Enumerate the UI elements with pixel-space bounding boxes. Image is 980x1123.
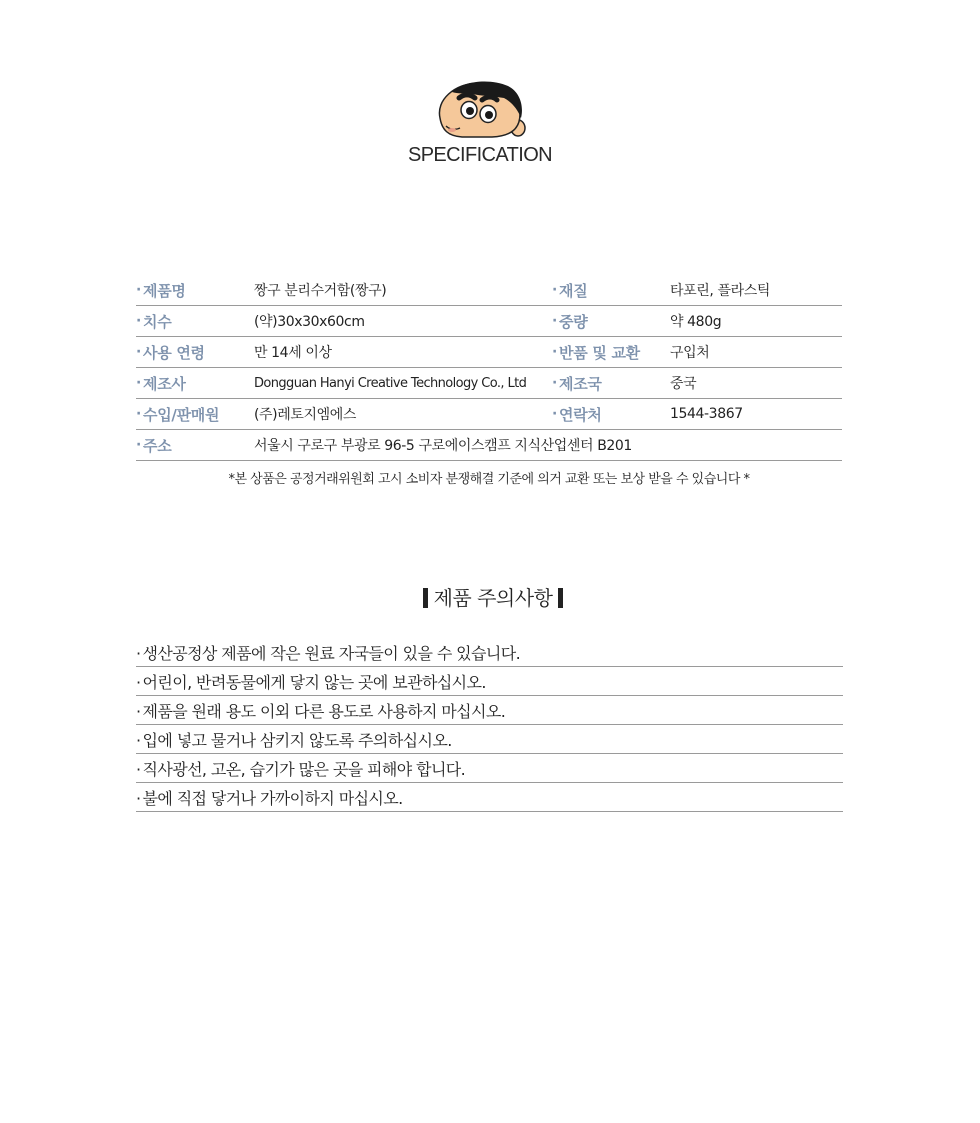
title-bar-right [558,588,563,608]
spec-value: 타포린, 플라스틱 [670,283,770,299]
spec-label: · 중량 [552,312,588,331]
spec-value: 만 14세 이상 [254,345,332,361]
spec-label: · 수입/판매원 [136,405,220,424]
spec-label: · 연락처 [552,405,602,424]
spec-value: (주)레토지엠에스 [254,407,356,423]
spec-value: 1544-3867 [670,406,743,422]
spec-label: · 제조사 [136,374,186,393]
spec-label: · 제품명 [136,281,186,300]
spec-label: · 재질 [552,281,588,300]
spec-label: · 사용 연령 [136,343,205,362]
spec-value: 약 480g [670,314,722,330]
spec-label: · 치수 [136,312,172,331]
spec-value: 구입처 [670,345,710,361]
list-item: · 불에 직접 닿거나 가까이하지 마십시오. [136,783,843,812]
spec-value: Dongguan Hanyi Creative Technology Co., Ltd [254,375,527,391]
spec-label: · 주소 [136,436,172,455]
spec-value: 짱구 분리수거함(짱구) [254,283,387,299]
header [0,78,960,167]
list-item: · 어린이, 반려동물에게 닿지 않는 곳에 보관하십시오. [136,667,843,696]
list-item: · 생산공정상 제품에 작은 원료 자국들이 있을 수 있습니다. [136,638,843,667]
shinchan-mascot-icon [432,78,528,142]
list-item: · 입에 넣고 물거나 삼키지 않도록 주의하십시오. [136,725,843,754]
spec-value: 서울시 구로구 부광로 96-5 구로에이스캠프 지식산업센터 B201 [254,438,632,454]
exchange-notice: *본 상품은 공정거래위원회 고시 소비자 분쟁해결 기준에 의거 교환 또는 보상 받을 수 있습니다 * [228,472,750,487]
spec-row [136,368,842,399]
spec-label: · 제조국 [552,374,602,393]
list-item: · 직사광선, 고온, 습기가 많은 곳을 피해야 합니다. [136,754,843,783]
caution-title: 제품 주의사항 [0,582,980,611]
spec-value: (약)30x30x60cm [254,314,365,330]
caution-list [136,638,843,812]
spec-row [136,275,842,306]
spec-value: 중국 [670,376,697,392]
spec-table [136,275,842,461]
spec-row [136,399,842,430]
spec-label: · 반품 및 교환 [552,343,640,362]
spec-row-address [136,430,842,461]
spec-row [136,306,842,337]
title-bar-left [423,588,428,608]
spec-row [136,337,842,368]
list-item: · 제품을 원래 용도 이외 다른 용도로 사용하지 마십시오. [136,696,843,725]
specification-title: SPECIFICATION [407,144,553,166]
